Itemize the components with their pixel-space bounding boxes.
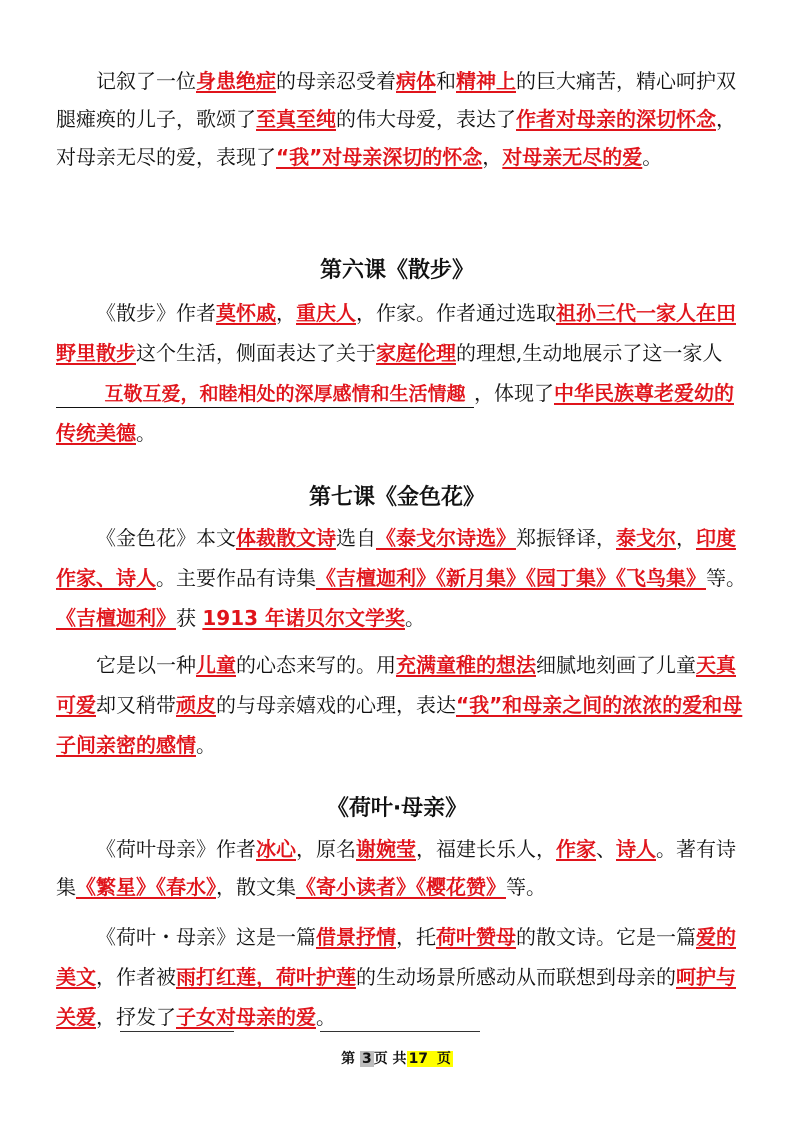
answer-fill: 家庭伦理 (376, 341, 456, 365)
paragraph-mother-summary: 记叙了一位身患绝症的母亲忍受着病体和精神上的巨大痛苦，精心呵护双腿瘫痪的儿子，歌颂了至真至纯的伟大母爱，表达了作者对母亲的深切怀念，对母亲无尽的爱，表现了“我”对母亲深切的怀念，对母亲无尽的爱。 (56, 69, 736, 169)
answer-fill: 儿童 (196, 653, 236, 677)
answer-fill: 《泰戈尔诗选》 (376, 526, 516, 550)
current-page-number: 3 (361, 1051, 372, 1067)
answer-fill: 荷叶赞母 (436, 925, 516, 949)
answer-fill: 《繁星》《春水》 (76, 875, 216, 899)
answer-fill: 莫怀戚 (216, 301, 276, 325)
answer-fill: 至真至纯 (256, 107, 336, 131)
paragraph-jinsehua-analysis: 它是以一种儿童的心态来写的。用充满童稚的想法细腻地刻画了儿童天真可爱却又稍带顽皮的与母亲嬉戏的心理，表达“我”和母亲之间的浓浓的爱和母子间亲密的感情。 (56, 653, 743, 757)
total-pages: 17 (408, 1051, 429, 1067)
blank-line-right (320, 1031, 480, 1032)
lesson-6-heading: 第六课《散步》 (319, 258, 474, 283)
paragraph-heye-analysis: 《荷叶・母亲》这是一篇借景抒情，托荷叶赞母的散文诗。它是一篇爱的美文，作者被雨打红莲，荷叶护莲的生动场景所感动从而联想到母亲的呵护与关爱，抒发了子女对母亲的爱。 (56, 925, 736, 1029)
answer-fill: 体裁散文诗 (236, 526, 336, 550)
answer-fill: “我”和母亲之间的浓浓的爱和母子间亲密的感情 (56, 693, 743, 757)
heye-muqin-heading: 《荷叶·母亲》 (326, 796, 468, 821)
page-footer: 第 3 页 共 17 页 (341, 1051, 451, 1067)
answer-fill: 充满童稚的想法 (396, 653, 536, 677)
answer-fill: 1913 年诺贝尔文学奖 (202, 606, 405, 630)
answer-fill: 作者对母亲的深切怀念 (516, 107, 716, 131)
lesson-7-heading: 第七课《金色花》 (308, 485, 485, 510)
answer-fill: 病体 (396, 69, 436, 93)
answer-fill: 精神上 (456, 69, 516, 93)
answer-fill: 冰心 (256, 837, 296, 861)
fill-blank-underline (56, 380, 474, 408)
answer-fill: 《吉檀迦利》《新月集》《园丁集》《飞鸟集》 (316, 566, 706, 590)
answer-fill: 泰戈尔 (616, 526, 676, 550)
paragraph-heye-author: 《荷叶母亲》作者冰心，原名谢婉莹，福建长乐人，作家、诗人。著有诗集《繁星》《春水》，散文集《寄小读者》《樱花赞》等。 (56, 837, 736, 899)
paragraph-sanbu: 《散步》作者莫怀戚，重庆人，作家。作者通过选取祖孙三代一家人在田野里散步这个生活，侧面表达了关于家庭伦理的理想,生动地展示了这一家人互敬互爱，和睦相处的深厚感情和生活情趣 ，体现了中华民族尊老爱幼的传统美德。 (56, 301, 736, 445)
answer-fill: 作家 (556, 837, 596, 861)
answer-fill: 诗人 (616, 837, 656, 861)
answer-fill: 爱的美文 (56, 925, 736, 989)
answer-fill: 对母亲无尽的爱 (502, 145, 643, 169)
answer-fill: 《寄小读者》《樱花赞》 (296, 875, 506, 899)
answer-fill: 中华民族尊老爱幼的传统美德 (56, 381, 734, 445)
blank-line-left (120, 1031, 234, 1032)
answer-fill: 借景抒情 (316, 925, 396, 949)
answer-fill: 雨打红莲，荷叶护莲 (176, 965, 356, 989)
answer-fill: 祖孙三代一家人在田野里散步 (56, 301, 736, 365)
answer-fill: 天真可爱 (56, 653, 736, 717)
answer-fill: 印度作家、诗人 (56, 526, 736, 590)
answer-fill: 《吉檀迦利》 (56, 606, 176, 630)
paragraph-jinsehua: 《金色花》本文体裁散文诗选自《泰戈尔诗选》郑振铎译，泰戈尔，印度作家、诗人。主要作品有诗集《吉檀迦利》《新月集》《园丁集》《飞鸟集》等。《吉檀迦利》获 1913 年诺贝尔文学奖。 (56, 526, 746, 630)
answer-fill: 谢婉莹 (356, 837, 416, 861)
answer-fill: 子女对母亲的爱 (176, 1005, 316, 1029)
answer-fill: 身患绝症 (196, 69, 276, 93)
answer-fill: 呵护与关爱 (56, 965, 736, 1029)
answer-fill: 顽皮 (176, 693, 216, 717)
answer-fill: 互敬互爱，和睦相处的深厚感情和生活情趣 (104, 383, 466, 405)
answer-fill: “我”对母亲深切的怀念 (276, 145, 483, 169)
answer-fill: 重庆人 (296, 301, 356, 325)
